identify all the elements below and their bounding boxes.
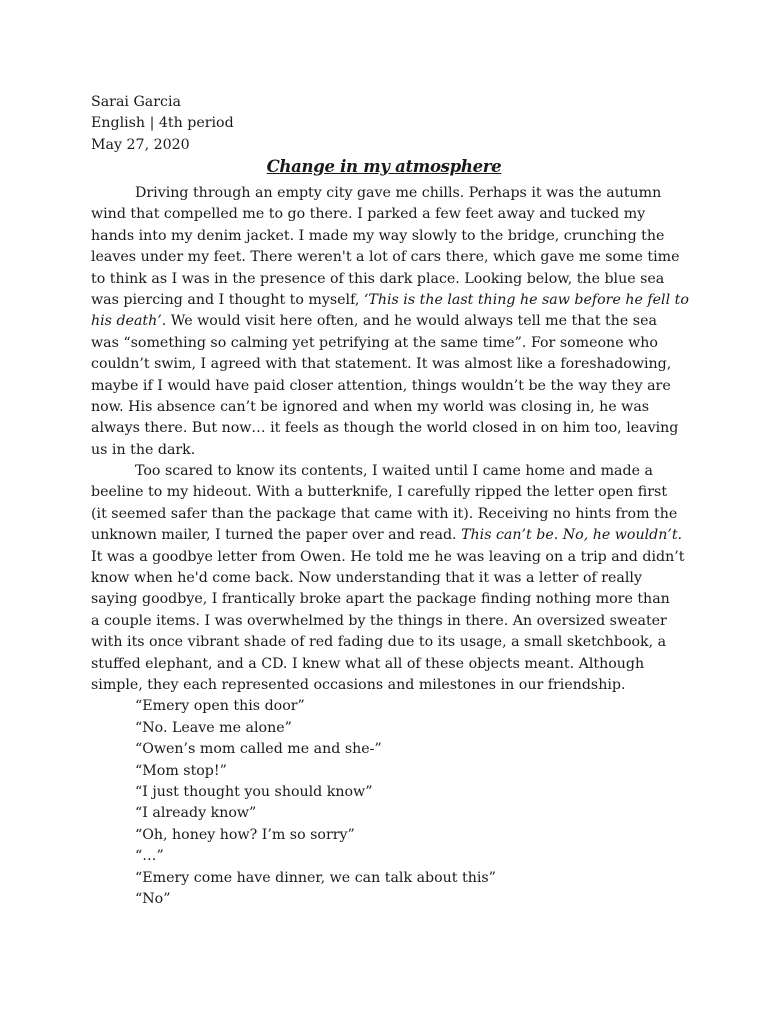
line-text: unknown mailer, I turned the paper over and read. [91,527,462,544]
paragraph-line [91,311,691,332]
dialogue-line: “No. Leave me alone” [135,719,292,736]
author-name: Sarai Garcia [91,94,181,110]
dialogue-line: “Emery open this door” [135,698,305,715]
dialogue-line: “Emery come have dinner, we can talk about this” [135,869,496,886]
paragraph-line: stuffed elephant, and a CD. I knew what all of these objects meant. Although [91,655,645,672]
line-text: . We would visit here often, and he would always tell me that the sea [161,313,657,330]
dialogue-line: “I already know” [135,805,257,822]
dialogue-line: “Mom stop!” [135,762,227,779]
line-text: was piercing and I thought to myself, [91,291,364,308]
paragraph-line: maybe if I would have paid closer attention, things wouldn’t be the way they are [91,377,671,394]
class-period: English | 4th period [91,115,234,132]
paragraph-line: (it seemed safer than the package that came with it). Receiving no hints from the [91,505,678,522]
document-header [91,92,234,156]
paragraph-line: to think as I was in the presence of this dark place. Looking below, the blue sea [91,270,665,287]
paragraph-line [91,525,691,546]
paragraph-line: wind that compelled me to go there. I parked a few feet away and tucked my [91,206,646,223]
paragraph-line: simple, they each represented occasions and milestones in our friendship. [91,676,626,693]
dialogue-line: “Owen’s mom called me and she-” [135,741,382,758]
paragraph-line: know when he'd come back. Now understanding that it was a letter of really [91,570,642,587]
paragraph-line: Too scared to know its contents, I waited until I came home and made a [135,463,653,480]
paragraph-line: was “something so calming yet petrifying at the same time”. For someone who [91,334,658,351]
dialogue-line: “…” [135,848,164,865]
paragraph-line: saying goodbye, I frantically broke apart the package finding nothing more than [91,591,670,608]
document-date: May 27, 2020 [91,136,190,153]
italic-quote: ‘This is the last thing he saw before he fell to [363,291,689,308]
paragraph-line: now. His absence can’t be ignored and when my world was closing in, he was [91,398,650,415]
italic-quote: his death’ [91,313,162,330]
paragraph-line: leaves under my feet. There weren't a lot of cars there, which gave me some time [91,249,680,266]
paragraph-line: beeline to my hideout. With a butterknife, I carefully ripped the letter open first [91,484,668,501]
paragraph-line: with its once vibrant shade of red fading due to its usage, a small sketchbook, a [91,634,667,651]
paragraph-line [91,290,691,311]
essay-body [91,183,691,910]
paragraph-line: us in the dark. [91,441,196,458]
paragraph-line: couldn’t swim, I agreed with that statement. It was almost like a foreshadowing, [91,356,672,373]
paragraph-line: Driving through an empty city gave me chills. Perhaps it was the autumn [135,185,662,201]
dialogue-line: “I just thought you should know” [135,783,373,800]
dialogue-line: “No” [135,890,171,907]
italic-thought: This can’t be. No, he wouldn’t. [461,527,683,544]
paragraph-line: It was a goodbye letter from Owen. He told me he was leaving on a trip and didn’t [91,548,685,565]
paragraph-line: a couple items. I was overwhelmed by the things in there. An oversized sweater [91,612,667,629]
paragraph-line: hands into my denim jacket. I made my way slowly to the bridge, crunching the [91,227,665,244]
essay-title: Change in my atmosphere [266,157,502,176]
paragraph-line: always there. But now… it feels as though the world closed in on him too, leaving [91,420,679,437]
dialogue-line: “Oh, honey how? I’m so sorry” [135,826,355,843]
